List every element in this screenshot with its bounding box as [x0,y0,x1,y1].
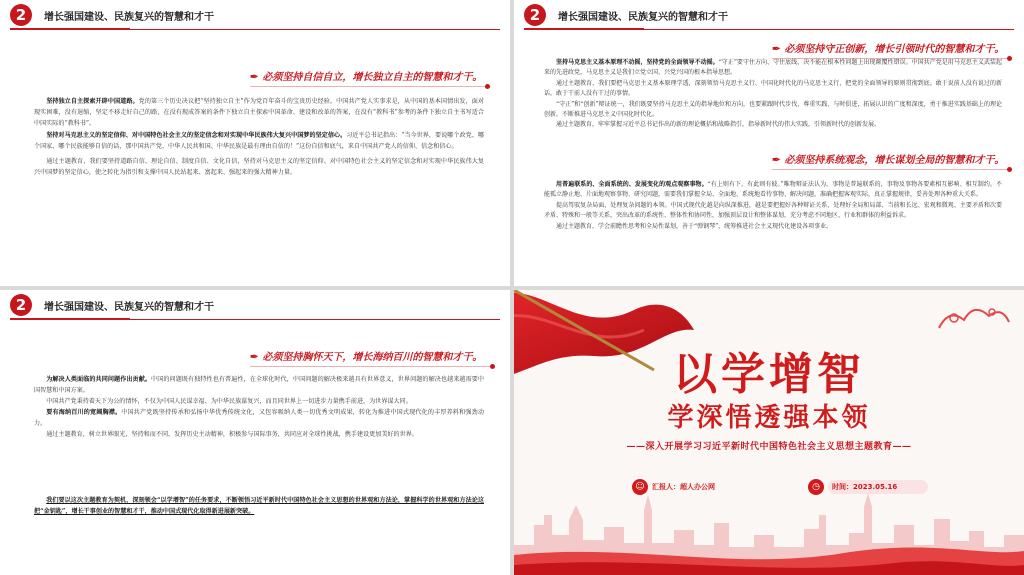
paragraph: 中国共产党秉持着天下为公的情怀，不仅为中国人民谋幸福、为中华民族谋复兴，而且同世界上一切进步力量携手前进，为世界谋大同。 [46,398,412,405]
paragraph [34,407,484,429]
header-title: 增长强国建设、民族复兴的智慧和才干 [44,12,214,23]
section-number-badge: 2 [10,4,32,26]
city-skyline-decoration [514,485,1024,575]
paragraph [34,130,484,152]
cloud-ornament-icon [934,298,1014,334]
paragraph [544,180,1002,201]
slide-3 [0,290,510,575]
reporter-label: 汇报人：超人办公网 [652,483,715,491]
section-number-badge: 2 [10,294,32,316]
paragraph: 通过主题教育，树立世界眼光，坚持和而不同，发挥历史主动精神，积极参与国际事务，共同应对全球性挑战，携手建设更加美好的世界。 [46,431,418,438]
paragraph-lead: 要有海纳百川的宽阔胸襟。 [46,409,122,416]
section-title: 必须坚持胸怀天下，增长海纳百川的智慧和才干。 [262,352,483,363]
slide-body [34,374,484,440]
paragraph-lead: 坚持对马克思主义的坚定信仰、对中国特色社会主义的坚定信念和对实现中华民族伟大复兴中国梦的坚定信心。 [46,131,347,139]
clock-icon: ◷ [808,479,824,495]
paragraph-lead: 为解决人类面临的共同问题作出贡献。 [46,376,152,383]
paragraph-lead: 坚持独立自主探索开辟中国道路。 [46,98,139,105]
slide-1 [0,0,510,286]
brush-icon: ✒ [772,44,781,55]
date-label: 时间：2023.05.16 [828,480,928,494]
paragraph [34,96,484,130]
slide-header [0,0,510,30]
slide-header [0,290,510,320]
paragraph-text: 习近平总书记指出：“当今世界，要说哪个政党、哪个国家、哪个民族能够自信的话，那中国共产党、中华人民共和国、中华民族是最有理由自信的！”这份自信和底气，来自中国共产党人的信仰、信念和信心。 [34,131,484,150]
slide-body-bottom [544,180,1002,232]
section-heading [772,40,1012,59]
brush-icon: ✒ [250,352,259,363]
paragraph: 提高驾驭复杂局面、处理复杂问题的本领。中国式现代化越是向纵深推进，越是要把握好各种辩证关系，处理好全局和局部、当前和长远、宏观和微观、主要矛盾和次要矛盾、特殊和一般等关系，突出改革的系统性、整体性和协同性，加强顶层设计和整体谋划，充分考虑不同地区、行业和群体的利益诉求。 [544,201,1002,220]
section-title: 必须坚持系统观念，增长谋划全局的智慧和才干。 [784,155,1005,166]
slide-body-top [544,58,1002,131]
paragraph: “守正”和“创新”辩证统一，我们既要坚持马克思主义的指导地位和方向，也要紧跟时代步伐，尊重实践、与时俱进，拓展认识的广度和深度，勇于推进实践基础上的理论创新，不断推进马克思主义中国化时代化。 [544,100,1002,119]
section-number-badge: 2 [524,4,546,26]
section-heading [772,151,1012,170]
paragraph: 通过主题教育，我们要坚持道路自信、理论自信、制度自信、文化自信，坚持对马克思主义的坚定信仰、对中国特色社会主义的坚定信念和对实现中华民族伟大复兴中国梦的坚定信心，使之转化为指引和支撑中国人民站起来、富起来、强起来的强大精神力量。 [34,158,484,177]
poster-title: 以学增智 [673,349,865,400]
paragraph-lead: 坚持马克思主义基本原理不动摇，坚持党的全面领导不动摇。 [556,59,719,66]
section-title: 必须坚持自信自立，增长独立自主的智慧和才干。 [262,72,483,83]
slide-body [34,96,484,178]
paragraph-lead: 用普遍联系的、全面系统的、发展变化的观点观察事物。 [556,181,708,188]
paragraph [544,58,1002,79]
section-heading [250,68,490,87]
section-underline [250,366,495,367]
brush-icon: ✒ [250,72,259,83]
slide-2 [514,0,1024,286]
section-title: 必须坚持守正创新，增长引领时代的智慧和才干。 [784,44,1005,55]
paragraph-text: “守正”要守住方向、守住底线，决不能在根本性问题上出现颠覆性错误。中国共产党是用马克思主义武装起来的先进政党，马克思主义是我们立党立国、兴党兴国的根本指导思想。 [544,59,1002,77]
paragraph-text: “有上则有下，有此则有彼。”唯物辩证法认为，事物是普遍联系的，事物及事物各要素相互影响、相互制约。不能孤立静止地、片面地观察事物、研究问题，需要我们掌握全局、全面地、系统地看待事物、解决问题，准确把握客观实际，真正掌握规律，妥善处理各种重大关系。 [544,181,1002,199]
closing-paragraph: 我们要以这次主题教育为契机，深刻领会“以学增智”的任务要求，不断领悟习近平新时代中国特色社会主义思想的世界观和方法论，掌握科学的世界观和方法论这把“金钥匙”，增长干事创业的智慧和才干，推动中国式现代化取得新进展新突破。 [34,497,484,515]
section-underline [250,86,490,87]
poster-subtitle: 学深悟透强本领 [667,403,871,433]
paragraph-text: 党的第三个历史决议把“坚持独立自主”作为党百年奋斗的宝贵历史经验。中国共产党人实事求是，从中国的基本国情出发，面对现实困难，没有退缩，坚定不移走好自己的路，在没有现成答案的条件下独立自主探索中国革命、建设和改革的答案，在没有“教科书”参考的条件下独立自主书写适合中国实际的“教科书”。 [34,98,484,128]
header-title: 增长强国建设、民族复兴的智慧和才干 [558,12,728,23]
poster-tagline: ——深入开展学习习近平新时代中国特色社会主义思想主题教育—— [626,442,912,452]
brush-icon: ✒ [772,155,781,166]
section-underline [772,169,1012,170]
paragraph [34,374,484,396]
paragraph-text: 中国共产党既坚持传承和弘扬中华优秀传统文化，又包容吸纳人类一切优秀文明成果，转化为推进中国式现代化的丰厚养料和强劲动力。 [34,409,485,427]
paragraph-text: 中国的问题既有独特性也有普遍性，在全球化时代，中国问题的解决极来越具有世界意义，世界问题的解决也越来越需要中国智慧和中国方案。 [34,376,485,394]
header-divider [10,319,500,320]
paragraph: 通过主题教育，牢牢掌握习近平总书记作出的新的理论概括和战略指引，指导新时代的伟大实践，引领新时代的创新发展。 [556,121,881,129]
header-divider [10,29,500,30]
paragraph: 通过主题教育，我们要把马克思主义基本原理学透，深刻领悟马克思主义行、中国化时代化的马克思主义行，把党的全面领导的原则贯彻到底。敢于说前人没有说过的新话，敢于干前人没有干过的事情。 [544,79,1002,98]
slide-header [514,0,1024,30]
paragraph: 通过主题教育，学会前瞻性思考和全局性谋划，善于“弹钢琴”，统筹推进社会主义现代化建设各项事业。 [556,222,833,230]
section-heading [250,348,495,367]
user-icon: ☺ [632,479,648,495]
title-poster [514,290,1024,575]
header-title: 增长强国建设、民族复兴的智慧和才干 [44,302,214,313]
header-divider [524,29,1014,30]
